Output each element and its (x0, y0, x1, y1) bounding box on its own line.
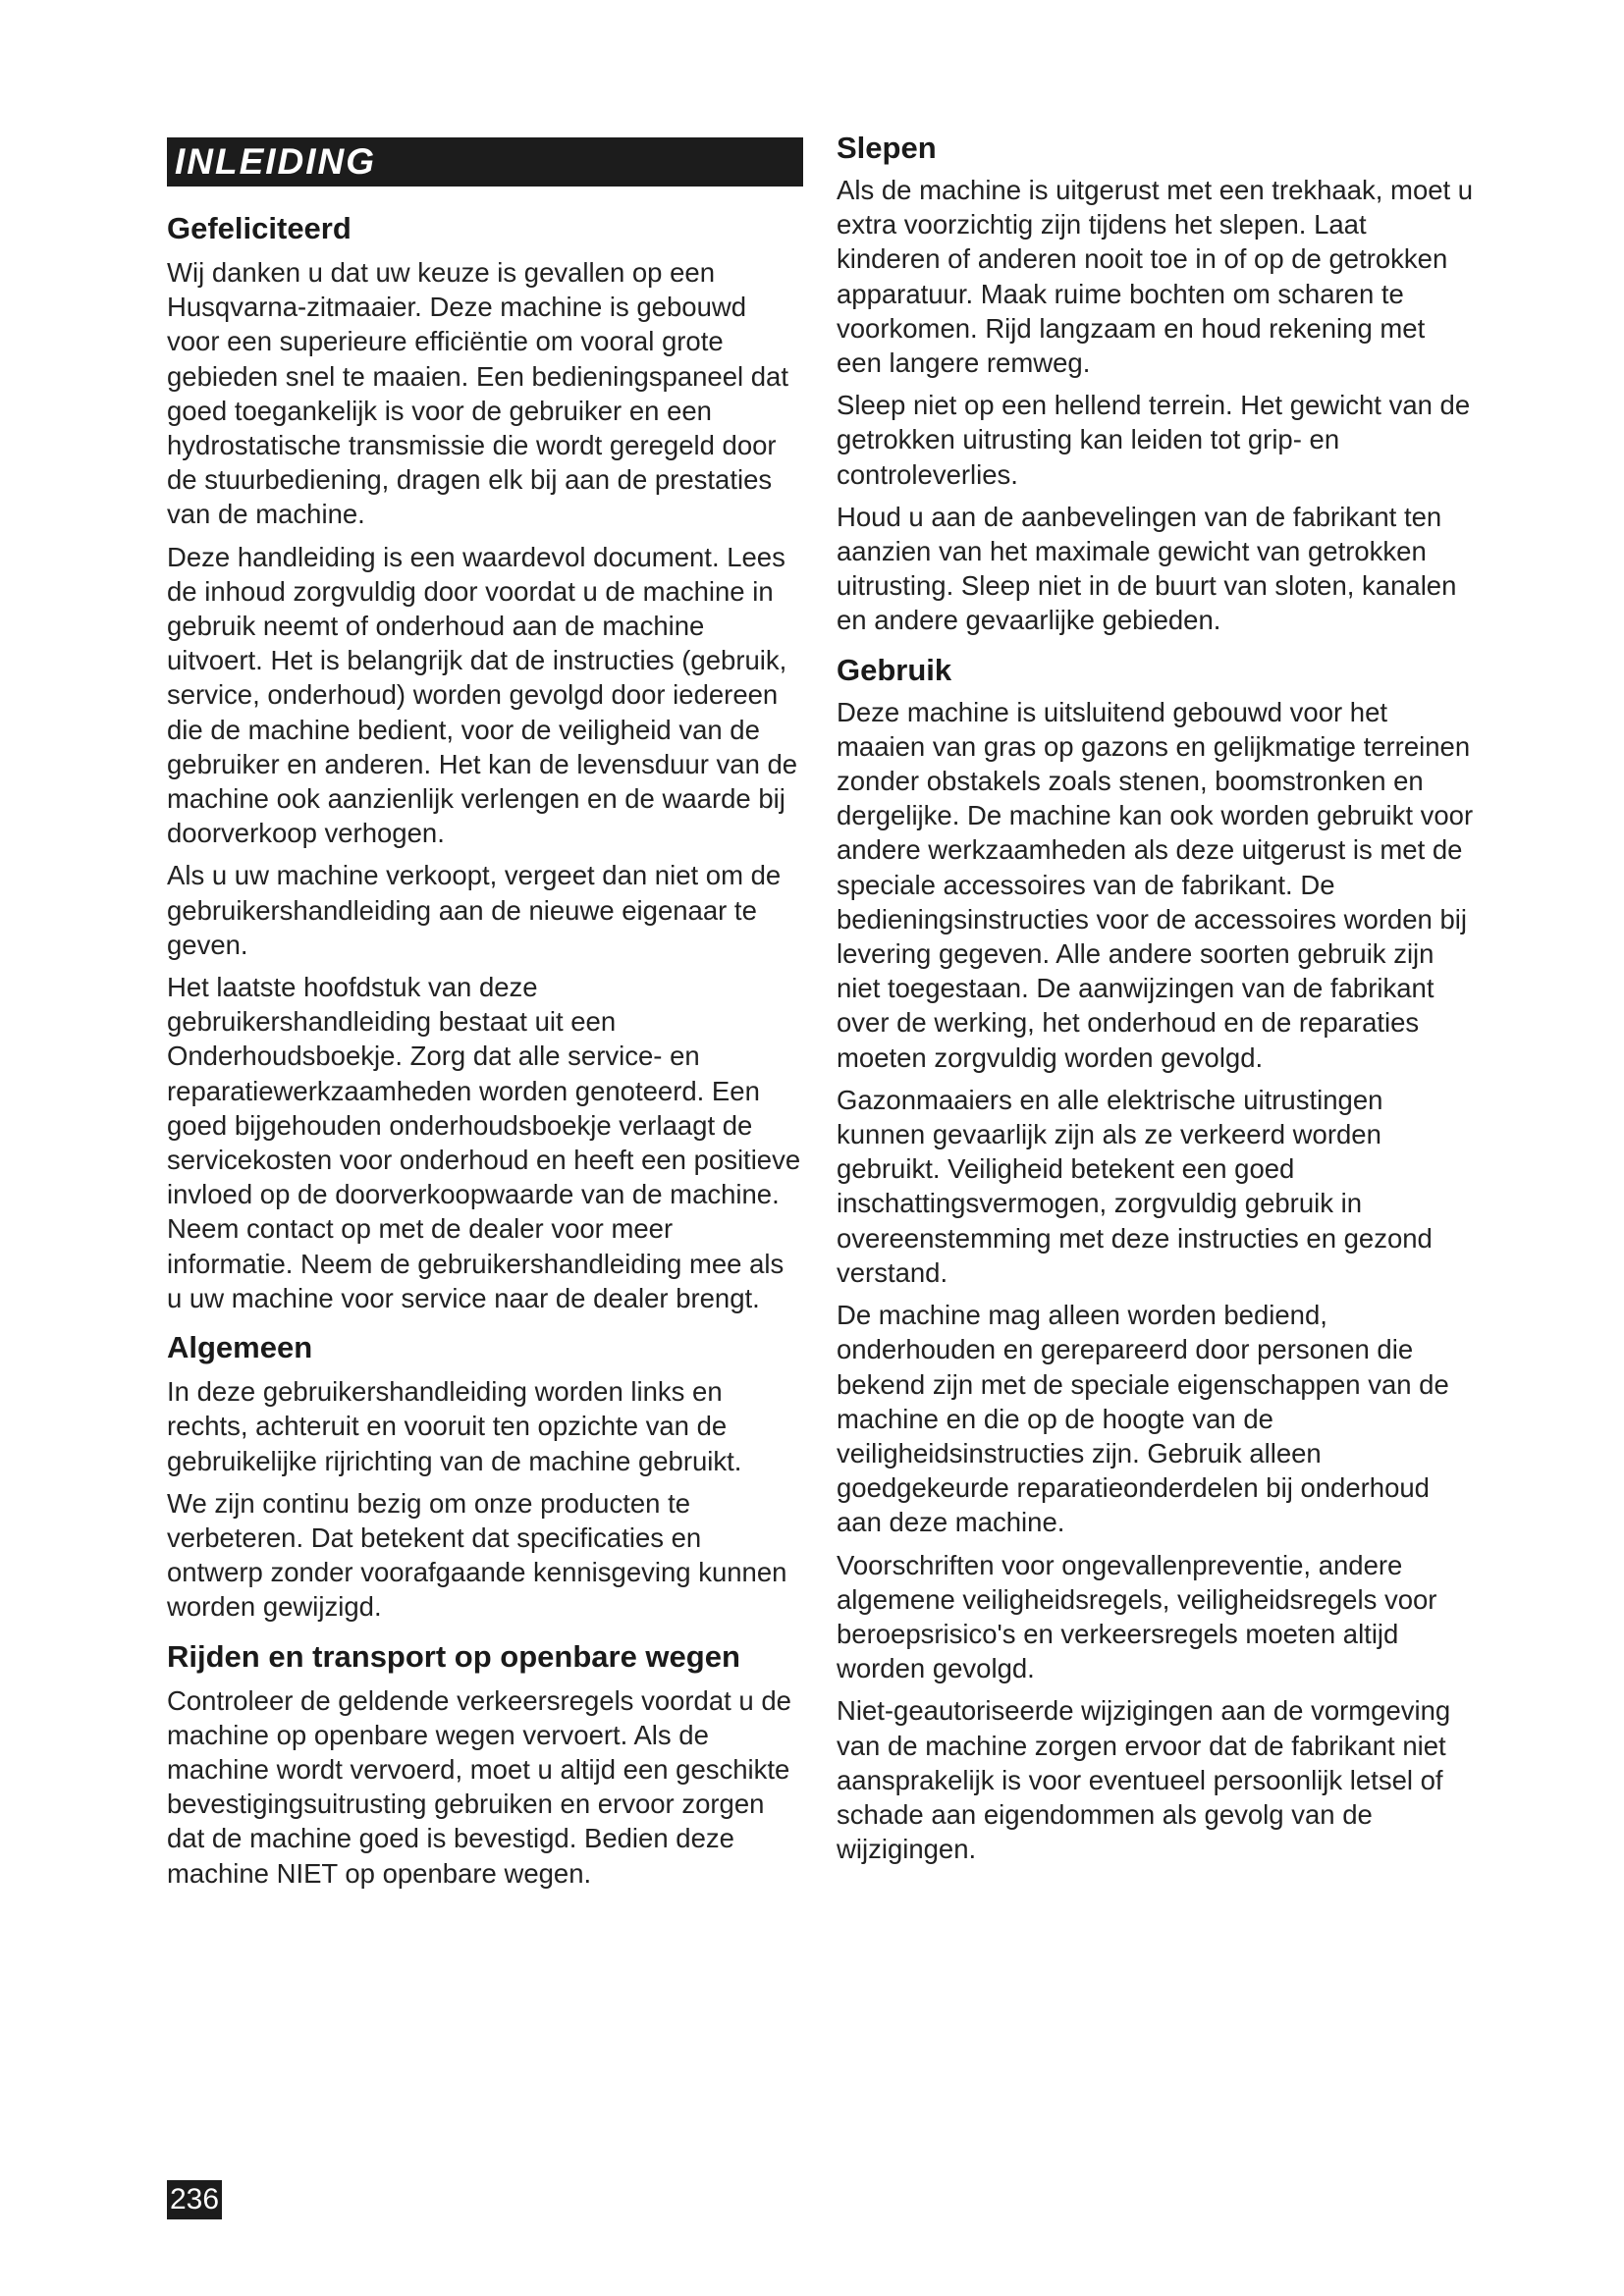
paragraph: Houd u aan de aanbevelingen van de fabrikant ten aanzien van het maximale gewicht van getrokken uitrusting. Sleep niet in de buurt van sloten, kanalen en andere gevaarlijke gebieden. (837, 501, 1457, 636)
paragraph: Het laatste hoofdstuk van deze gebruikershandleiding bestaat uit een Onderhoudsboekje. Zorg dat alle service- en reparatiewerkzaamheden worden genoteerd. Een goed bijgehouden onderhoudsboekje verlaagt de servicekosten voor onderhoud en heeft een positieve invloed op de doorverkoopwaarde van de machine. Neem contact op met de dealer voor meer informatie. Neem de gebruikershandleiding mee als u uw machine voor service naar de dealer brengt. (167, 972, 801, 1313)
heading-gefeliciteerd: Gefeliciteerd (167, 211, 352, 245)
paragraph: Voorschriften voor ongevallenpreventie, andere algemene veiligheidsregels, veiligheidsregels voor beroepsrisico's en verkeersregels moeten altijd worden gevolgd. (837, 1549, 1437, 1684)
section-banner: INLEIDING (167, 137, 803, 187)
page-number: 236 (167, 2180, 222, 2219)
paragraph: We zijn continu bezig om onze producten te verbeteren. Dat betekent dat specificaties en ontwerp zonder voorafgaande kennisgeving kunnen worden gewijzigd. (167, 1487, 787, 1623)
heading-slepen: Slepen (837, 131, 937, 165)
heading-rijden: Rijden en transport op openbare wegen (167, 1638, 740, 1674)
heading-algemeen: Algemeen (167, 1330, 313, 1365)
heading-gebruik: Gebruik (837, 652, 952, 687)
section-slepen (837, 130, 1475, 638)
paragraph: Als u uw machine verkoopt, vergeet dan niet om de gebruikershandleiding aan de nieuwe eigenaar te geven. (167, 860, 782, 960)
paragraph: Als de machine is uitgerust met een trekhaak, moet u extra voorzichtig zijn tijdens het slepen. Laat kinderen of anderen nooit toe in of op de getrokken apparatuur. Maak ruime bochten om scharen te voorkomen. Rijd langzaam en houd rekening met een langere remweg. (837, 175, 1474, 379)
paragraph: Niet-geautoriseerde wijzigingen aan de vormgeving van de machine zorgen ervoor dat de fabrikant niet aansprakelijk is voor eventueel persoonlijk letsel of schade aan eigendommen als gevolg van de wijzigingen. (837, 1695, 1451, 1865)
paragraph: Gazonmaaiers en alle elektrische uitrustingen kunnen gevaarlijk zijn als ze verkeerd worden gebruikt. Veiligheid betekent een goed inschattingsvermogen, zorgvuldig gebruik in overeenstemming met deze instructies en gezond verstand. (837, 1084, 1433, 1288)
left-column (167, 137, 803, 1904)
section-rijden (167, 1638, 803, 1891)
paragraph: Wij danken u dat uw keuze is gevallen op een Husqvarna-zitmaaier. Deze machine is gebouwd voor een superieure efficiëntie om vooral grote gebieden snel te maaien. Een bedieningspaneel dat goed toegankelijk is voor de gebruiker en een hydrostatische transmissie die wordt geregeld door de stuurbediening, dragen elk bij aan de prestaties van de machine. (167, 257, 788, 530)
section-algemeen (167, 1329, 803, 1624)
paragraph: In deze gebruikershandleiding worden links en rechts, achteruit en vooruit ten opzichte van de gebruikelijke rijrichting van de machine gebruikt. (167, 1376, 742, 1476)
paragraph: Sleep niet op een hellend terrein. Het gewicht van de getrokken uitrusting kan leiden tot grip- en controleverlies. (837, 390, 1471, 490)
paragraph: De machine mag alleen worden bediend, onderhouden en gerepareerd door personen die bekend zijn met de speciale eigenschappen van de machine en die op de hoogte van de veiligheidsinstructies zijn. Gebruik alleen goedgekeurde reparatieonderdelen bij onderhoud aan deze machine. (837, 1300, 1449, 1538)
section-gefeliciteerd (167, 210, 803, 1315)
section-gebruik (837, 652, 1475, 1867)
right-column (837, 130, 1475, 1880)
paragraph: Deze machine is uitsluitend gebouwd voor het maaien van gras op gazons en gelijkmatige terreinen zonder obstakels zoals stenen, boomstronken en dergelijke. De machine kan ook worden gebruikt voor andere werkzaamheden als deze uitgerust is met de speciale accessoires van de fabrikant. De bedieningsinstructies voor de accessoires worden bij levering gegeven. Alle andere soorten gebruik zijn niet toegestaan. De aanwijzingen van de fabrikant over de werking, het onderhoud en de reparaties moeten zorgvuldig worden gevolgd. (837, 696, 1474, 1073)
paragraph: Deze handleiding is een waardevol document. Lees de inhoud zorgvuldig door voordat u de machine in gebruik neemt of onderhoud aan de machine uitvoert. Het is belangrijk dat de instructies (gebruik, service, onderhoud) worden gevolgd door iedereen die de machine bedient, voor de veiligheid van de gebruiker en anderen. Het kan de levensduur van de machine ook aanzienlijk verlengen en de waarde bij doorverkoop verhogen. (167, 541, 798, 849)
paragraph: Controleer de geldende verkeersregels voordat u de machine op openbare wegen vervoert. Als de machine wordt vervoerd, moet u altijd een geschikte bevestigingsuitrusting gebruiken en ervoor zorgen dat de machine goed is bevestigd. Bedien deze machine NIET op openbare wegen. (167, 1684, 791, 1889)
